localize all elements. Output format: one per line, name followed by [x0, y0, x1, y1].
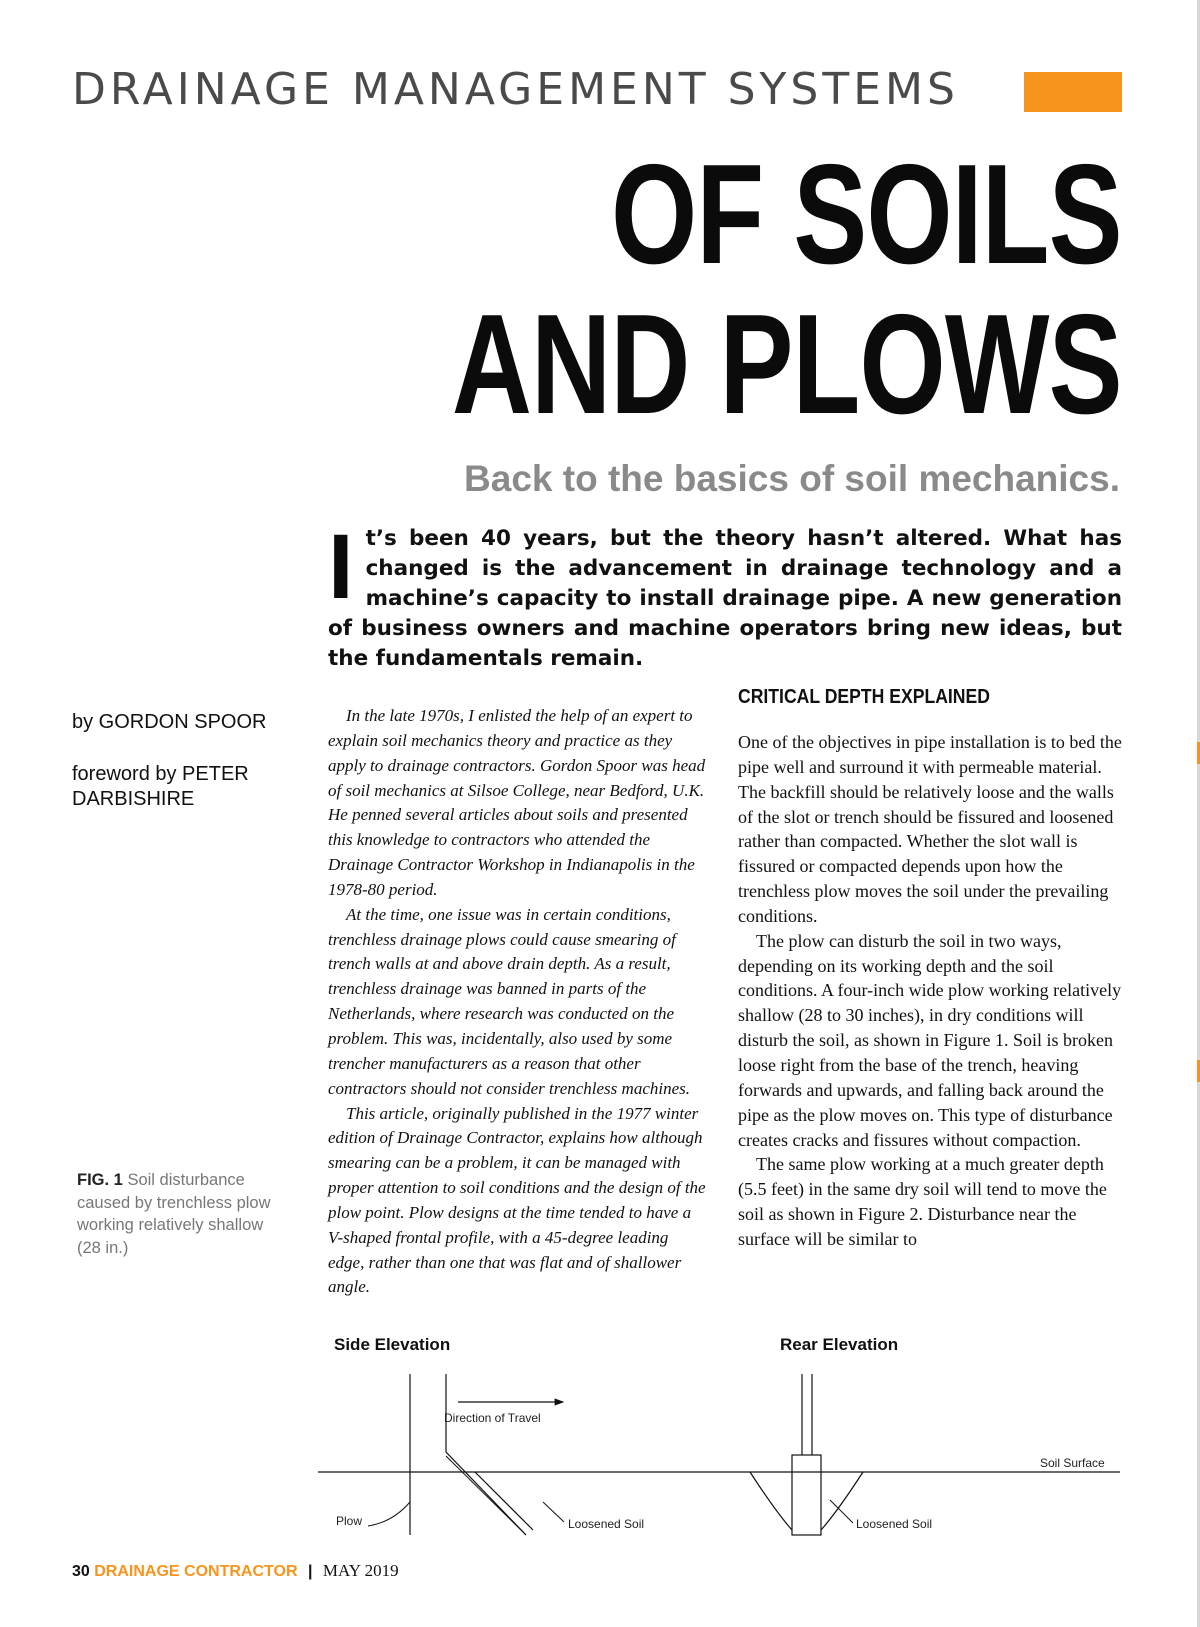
- lede-text: t’s been 40 years, but the theory hasn’t altered. What has changed is the advancement in drainage technology and a machine’s capacity to install drainage pipe. A new generation of business owners and machine operators bring new ideas, but the fundamentals remain.: [328, 526, 1122, 671]
- loosened-soil-label-side: Loosened Soil: [568, 1517, 645, 1531]
- diagram-drawing: [318, 1330, 1123, 1540]
- page-number: 30: [72, 1563, 90, 1580]
- section-header: [72, 62, 1122, 122]
- body-paragraph: One of the objectives in pipe installation is to bed the pipe well and surround it with permeable material. The backfill should be relatively loose and the walls of the slot or trench should be fissured and loosened rather than compacted. Whether the slot wall is fissured or compacted depends upon how the trenchless plow moves the soil under the prevailing conditions.: [738, 732, 1122, 926]
- subtitle: Back to the basics of soil mechanics.: [464, 458, 1120, 499]
- loosened-soil-leader-side: [543, 1502, 564, 1522]
- figure-diagram: [318, 1330, 1123, 1540]
- loosened-soil-line-side: [475, 1472, 533, 1530]
- figure-caption: [77, 1169, 287, 1259]
- intro-paragraph: In the late 1970s, I enlisted the help of an expert to explain soil mechanics theory and practice as they apply to drainage contractors. Gordon Spoor was head of soil mechanics at Silsoe College, near Bedford, U.K. He penned several articles about soils and presented this knowledge to contractors who attended the Drainage Contractor Workshop in Indianapolis in the 1978-80 period.: [328, 706, 706, 899]
- body-paragraph: The plow can disturb the soil in two ways, depending on its working depth and the soil conditions. A four-inch wide plow working relatively shallow (28 to 30 inches), in dry conditions will disturb the soil, as shown in Figure 1. Soil is broken loose right from the base of the trench, heaving forwards and upwards, and falling back around the pipe as the plow moves on. This type of disturbance creates cracks and fissures without compaction.: [738, 930, 1122, 1150]
- issue-date: MAY 2019: [322, 1561, 399, 1580]
- headline-line-2: AND PLOWS: [452, 285, 1122, 444]
- rear-plow-body: [792, 1455, 821, 1535]
- figure-caption-text: Soil disturbance caused by trenchless plow working relatively shallow (28 in.): [77, 1171, 271, 1257]
- soil-surface-label: Soil Surface: [1040, 1456, 1105, 1470]
- page-footer: [72, 1561, 399, 1581]
- plow-leader: [368, 1502, 410, 1526]
- footer-separator: |: [307, 1563, 313, 1580]
- magazine-name: DRAINAGE CONTRACTOR: [94, 1563, 298, 1580]
- headline: [452, 135, 1122, 444]
- byline-foreword: foreword by PETER DARBISHIRE: [72, 763, 249, 810]
- intro-paragraph: At the time, one issue was in certain conditions, trenchless drainage plows could cause smearing of trench walls at and above drain depth. As a result, trenchless drainage was banned in parts of the Netherlands, where research was conducted on the problem. This was, incidentally, also used by some trencher manufacturers as a reason that other contractors should not consider trenchless machines.: [328, 904, 690, 1098]
- drop-cap: I: [328, 516, 354, 618]
- body-paragraph: The same plow working at a much greater depth (5.5 feet) in the same dry soil will tend to move the soil as shown in Figure 2. Disturbance near the surface will be similar to: [738, 1154, 1107, 1249]
- plow-label: Plow: [336, 1514, 363, 1528]
- intro-column: [328, 704, 708, 1300]
- headline-line-1: OF SOILS: [611, 135, 1122, 294]
- lede-paragraph: [328, 516, 1122, 674]
- section-accent-bar: [1024, 72, 1122, 112]
- intro-paragraph: This article, originally published in the 1977 winter edition of Drainage Contractor, explains how although smearing can be a problem, it can be managed with proper attention to soil conditions and the design of the plow point. Plow designs at the time tended to have a V-shaped frontal profile, with a 45-degree leading edge, rather than one that was flat and of shallower angle.: [328, 1103, 706, 1297]
- direction-of-travel-label: Direction of Travel: [444, 1411, 541, 1425]
- byline-author: by GORDON SPOOR: [72, 711, 267, 733]
- rear-elevation-title: Rear Elevation: [780, 1335, 899, 1354]
- section-title: DRAINAGE MANAGEMENT SYSTEMS: [72, 64, 959, 115]
- loosened-soil-rear-left: [750, 1472, 792, 1530]
- loosened-soil-label-rear: Loosened Soil: [856, 1517, 933, 1531]
- figure-caption-label: FIG. 1: [77, 1171, 123, 1189]
- section-heading: CRITICAL DEPTH EXPLAINED: [738, 686, 990, 708]
- side-elevation-title: Side Elevation: [334, 1335, 451, 1354]
- body-column: [738, 730, 1122, 1252]
